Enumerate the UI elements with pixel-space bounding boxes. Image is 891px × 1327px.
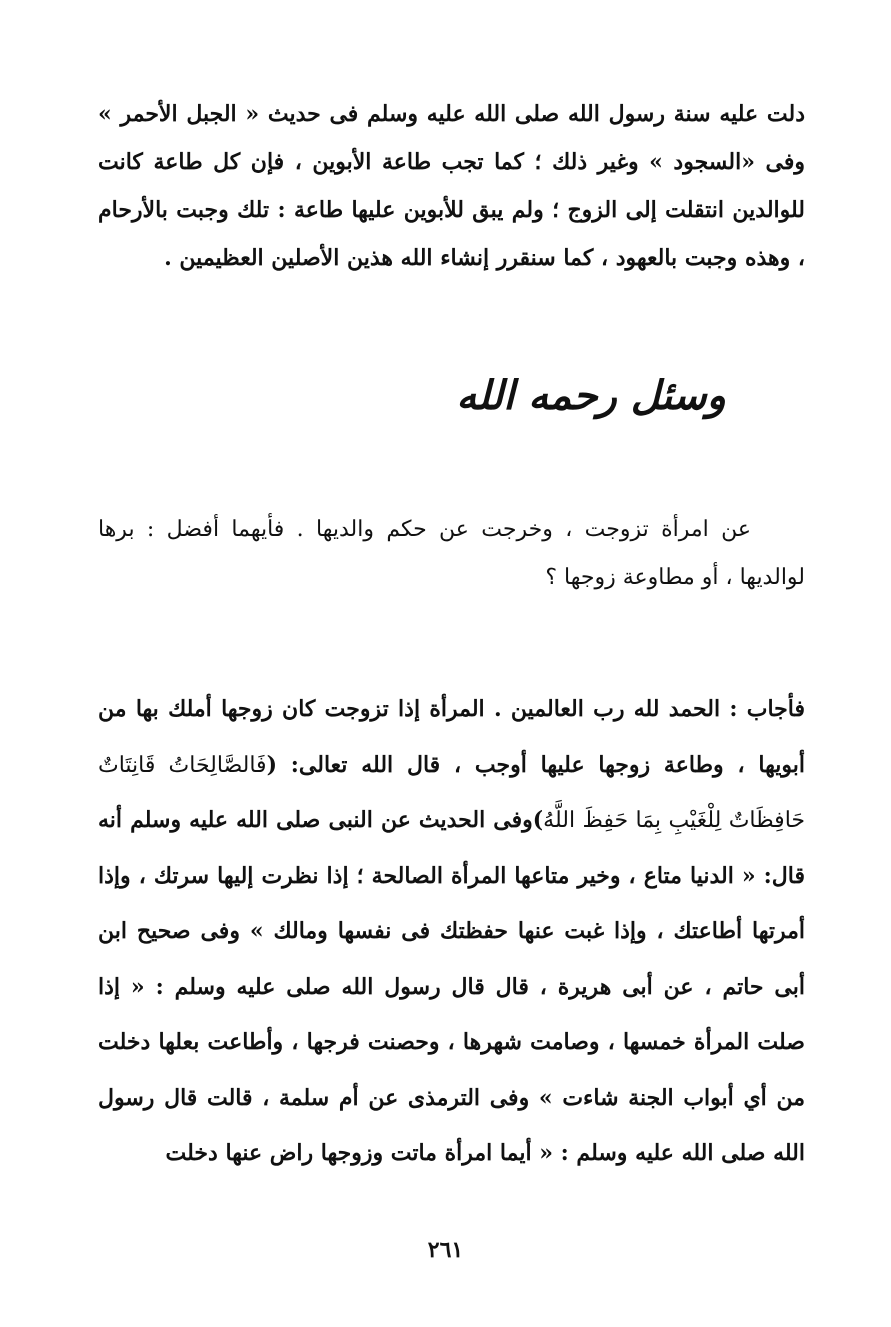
intro-paragraph: دلت عليه سنة رسول الله صلى الله عليه وسلم فى حديث « الجبل الأحمر » وفى «السجود » وغير ذلك ؛ كما تجب طاعة الأبوين ، فإن كل طاعة كانت للوالدين انتقلت إلى الزوج ؛ ولم يبق للأبوين عليها طاعة : تلك وجبت بالأرحام ، وهذه وجبت بالعهود ، كما سنقرر إنشاء الله هذين الأصلين العظيمين . — [98, 101, 805, 271]
question-paragraph: عن امرأة تزوجت ، وخرجت عن حكم والديها . فأيهما أفضل : برها لوالديها ، أو مطاوعة زوجها ؟ — [98, 517, 805, 590]
answer-opening: فأجاب : الحمد لله رب العالمين . المرأة إذا تزوجت كان زوجها أملك بها من أبويها ، وطاعة زوجها عليها أوجب ، — [98, 696, 805, 778]
answer-body: )وفى الحديث عن النبى صلى الله عليه وسلم أنه قال: « الدنيا متاع ، وخير متاعها المرأة الصالحة ؛ إذا نظرت إليها سرتك ، وإذا أمرتها أطاعتك ، وإذا غبت عنها حفظتك فى نفسها ومالك » وفى صحيح ابن أبى حاتم ، عن أبى هريرة ، قال قال رسول الله صلى عليه وسلم : « إذا صلت المرأة خمسها ، وصامت شهرها ، وحصنت فرجها ، وأطاعت بعلها دخلت من أي أبواب الجنة شاءت » وفى الترمذى عن أم سلمة ، قالت قال رسول الله صلى الله عليه وسلم : « أيما امرأة ماتت وزوجها راض عنها دخلت — [98, 807, 805, 1166]
page-number: ٢٦١ — [427, 1237, 464, 1263]
answer-paragraph — [98, 682, 805, 1182]
section-heading: وسئل رحمه الله — [456, 372, 726, 419]
quran-verse: فَالصَّالِحَاتُ قَانِتَاتٌ حَافِظَاتٌ لِلْغَيْبِ بِمَا حَفِظَ اللَّهُ — [98, 752, 805, 833]
quran-intro: قال الله تعالى: ( — [266, 751, 441, 778]
